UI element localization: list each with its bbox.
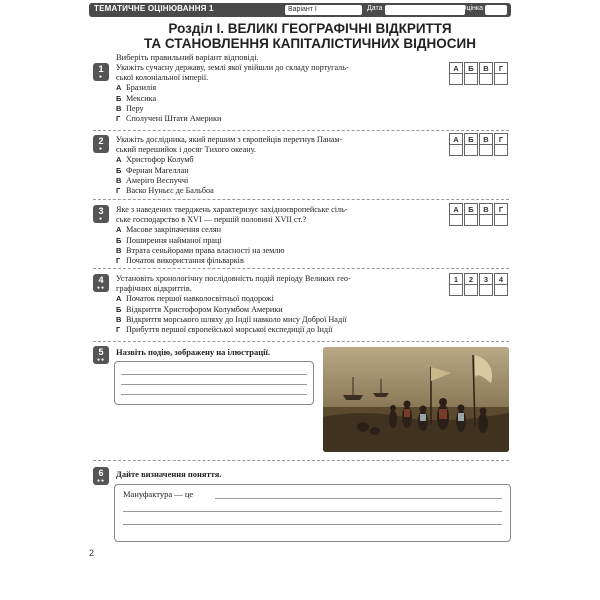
- answer-option[interactable]: А Початок першої навколосвітньої подорожі: [116, 294, 274, 304]
- order-cell[interactable]: [494, 285, 508, 296]
- answer-cell[interactable]: [464, 215, 478, 226]
- definition-answer-box[interactable]: [114, 484, 511, 542]
- question-stem: Укажіть сучасну державу, землі якої увійшли до складу португаль-: [116, 63, 349, 72]
- instruction: Виберіть правильний варіант відповіді.: [116, 52, 259, 62]
- answer-cell[interactable]: [449, 74, 463, 85]
- answer-grid-header: В: [479, 203, 493, 215]
- date-label: Дата: [367, 5, 383, 12]
- answer-cell[interactable]: [479, 145, 493, 156]
- answer-option[interactable]: В Амеріго Веспуччі: [116, 175, 189, 185]
- answer-box[interactable]: [114, 361, 314, 405]
- answer-grid-header: Б: [464, 62, 478, 74]
- answer-option[interactable]: В Відкриття морського шляху до Індії навколо мису Доброї Надії: [116, 314, 347, 324]
- answer-option[interactable]: Г Васко Нуньєс де Бальбоа: [116, 186, 214, 196]
- answer-cell[interactable]: [494, 74, 508, 85]
- divider: [93, 460, 509, 461]
- answer-grid-header: Г: [494, 203, 508, 215]
- answer-grid-header: В: [479, 62, 493, 74]
- grade-field[interactable]: [485, 5, 507, 15]
- question-stem: ської колоніальної імперії.: [116, 73, 209, 83]
- answer-option[interactable]: В Перу: [116, 103, 144, 113]
- question-stem: ське господарство в XVI — першій половині XVII ст.?: [116, 215, 307, 225]
- answer-line: [123, 524, 502, 525]
- question-4: [116, 274, 456, 335]
- order-cell[interactable]: [449, 285, 463, 296]
- answer-cell[interactable]: [479, 215, 493, 226]
- answer-cell[interactable]: [449, 215, 463, 226]
- answer-cell[interactable]: [464, 145, 478, 156]
- question-number-badge: 2 ●: [93, 135, 109, 153]
- answer-line: [121, 394, 307, 395]
- answer-cell[interactable]: [449, 145, 463, 156]
- question-stem: Укажіть дослідника, який першим з європейців перетнув Панам-: [116, 135, 343, 144]
- answer-line: [121, 374, 307, 375]
- answer-grid: [449, 203, 509, 226]
- answer-line: [215, 498, 502, 499]
- question-stem: ський перешийок і досяг Тихого океану.: [116, 145, 256, 155]
- answer-option[interactable]: Г Прибуття першої європейської морської експедиції до Індії: [116, 325, 333, 335]
- answer-option[interactable]: А Масове закріпачення селян: [116, 225, 221, 235]
- answer-cell[interactable]: [479, 74, 493, 85]
- question-6-text: Дайте визначення поняття.: [116, 469, 222, 479]
- answer-grid-header: Б: [464, 133, 478, 145]
- answer-line: [123, 511, 502, 512]
- answer-option[interactable]: А Христофор Колумб: [116, 155, 194, 165]
- answer-grid-header: Г: [494, 62, 508, 74]
- question-3: [116, 205, 446, 266]
- question-stem: Установіть хронологічну послідовність подій періоду Великих гео-: [116, 274, 351, 283]
- order-grid: [449, 273, 509, 296]
- answer-option[interactable]: А Бразилія: [116, 83, 157, 93]
- page-number: 2: [89, 548, 95, 558]
- question-number-badge: 3 ●: [93, 205, 109, 223]
- answer-grid-header: Б: [464, 203, 478, 215]
- answer-grid-header: А: [449, 62, 463, 74]
- answer-cell[interactable]: [464, 74, 478, 85]
- answer-grid-header: В: [479, 133, 493, 145]
- painting-image: [323, 347, 509, 452]
- answer-option[interactable]: Б Відкриття Христофором Колумбом Америки: [116, 304, 283, 314]
- answer-grid: [449, 133, 509, 156]
- divider: [93, 199, 509, 200]
- grade-label: Оцінка: [461, 5, 483, 12]
- variant-field[interactable]: Варіант І: [285, 5, 362, 15]
- answer-option[interactable]: Б Поширення найманої праці: [116, 235, 222, 245]
- date-field[interactable]: [385, 5, 465, 15]
- question-stem: Яке з наведених тверджень характеризує західноєвропейське сіль-: [116, 205, 348, 214]
- question-number-badge: 1 ●: [93, 63, 109, 81]
- answer-option[interactable]: Б Мексика: [116, 93, 157, 103]
- answer-grid-header: А: [449, 133, 463, 145]
- term-label: Мануфактура — це: [123, 489, 194, 499]
- header-bar: [89, 3, 511, 17]
- answer-line: [121, 384, 307, 385]
- answer-option[interactable]: Б Фернан Магеллан: [116, 165, 189, 175]
- order-cell[interactable]: [464, 285, 478, 296]
- answer-option[interactable]: Г Початок використання фільваркiв: [116, 256, 244, 266]
- header-title: ТЕМАТИЧНЕ ОЦІНЮВАННЯ 1: [94, 4, 214, 13]
- order-grid-header: 1: [449, 273, 463, 285]
- question-number-badge: 4 ●●: [93, 274, 109, 292]
- divider: [93, 341, 509, 342]
- divider: [93, 130, 509, 131]
- order-cell[interactable]: [479, 285, 493, 296]
- answer-cell[interactable]: [494, 215, 508, 226]
- question-stem: графічних відкриттів.: [116, 284, 192, 294]
- answer-option[interactable]: В Втрата сеньйорами права власності на землю: [116, 245, 285, 255]
- section-title-line1: Розділ І. ВЕЛИКІ ГЕОГРАФІЧНІ ВІДКРИТТЯ: [168, 21, 452, 36]
- answer-grid: [449, 62, 509, 85]
- answer-grid-header: А: [449, 203, 463, 215]
- divider: [93, 268, 509, 269]
- order-grid-header: 3: [479, 273, 493, 285]
- question-1: [116, 63, 446, 124]
- section-title-line2: ТА СТАНОВЛЕННЯ КАПІТАЛІСТИЧНИХ ВІДНОСИН: [144, 36, 476, 51]
- order-grid-header: 4: [494, 273, 508, 285]
- question-number-badge: 6 ●●: [93, 467, 109, 485]
- question-number-badge: 5 ●●: [93, 346, 109, 364]
- section-title: [120, 21, 500, 51]
- question-5-text: Назвіть подію, зображену на ілюстрації.: [116, 347, 270, 357]
- answer-cell[interactable]: [494, 145, 508, 156]
- order-grid-header: 2: [464, 273, 478, 285]
- answer-grid-header: Г: [494, 133, 508, 145]
- question-2: [116, 135, 446, 196]
- historical-illustration: [323, 347, 509, 452]
- answer-option[interactable]: Г Сполучені Штати Америки: [116, 114, 222, 124]
